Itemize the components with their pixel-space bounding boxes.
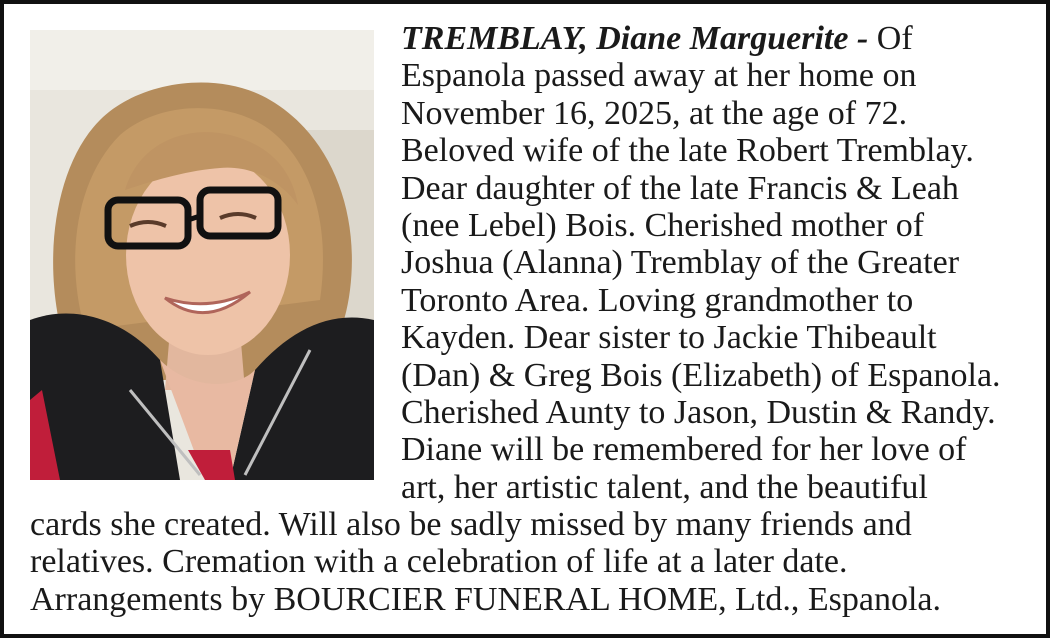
obituary-text-lower xyxy=(30,506,1031,618)
portrait-photo xyxy=(30,30,374,480)
text-line: Beloved wife of the late Robert Tremblay. xyxy=(401,132,974,170)
text-line xyxy=(401,20,1031,57)
text-line: Joshua (Alanna) Tremblay of the Greater xyxy=(401,244,960,282)
deceased-name: TREMBLAY, Diane Marguerite - xyxy=(401,20,869,57)
portrait-image xyxy=(30,30,374,480)
obituary-text-upper xyxy=(401,20,1031,506)
text-line: November 16, 2025, at the age of 72. xyxy=(401,94,908,132)
text-line: (Dan) & Greg Bois (Elizabeth) of Espanola. xyxy=(401,356,1001,394)
text-line: relatives. Cremation with a celebration of life at a later date. xyxy=(30,543,848,581)
text-line: cards she created. Will also be sadly missed by many friends and xyxy=(30,506,912,543)
text-line: Diane will be remembered for her love of xyxy=(401,431,967,469)
text-line: (nee Lebel) Bois. Cherished mother of xyxy=(401,206,925,244)
text-line: Cherished Aunty to Jason, Dustin & Randy. xyxy=(401,393,996,431)
text-fragment: Of xyxy=(868,20,913,57)
text-line: Toronto Area. Loving grandmother to xyxy=(401,281,914,319)
text-line: art, her artistic talent, and the beautiful xyxy=(401,468,928,506)
text-line: Kayden. Dear sister to Jackie Thibeault xyxy=(401,319,937,357)
text-line: Espanola passed away at her home on xyxy=(401,57,917,95)
text-line: Dear daughter of the late Francis & Leah xyxy=(401,169,959,207)
text-line: Arrangements by BOURCIER FUNERAL HOME, Ltd., Espanola. xyxy=(30,580,941,618)
